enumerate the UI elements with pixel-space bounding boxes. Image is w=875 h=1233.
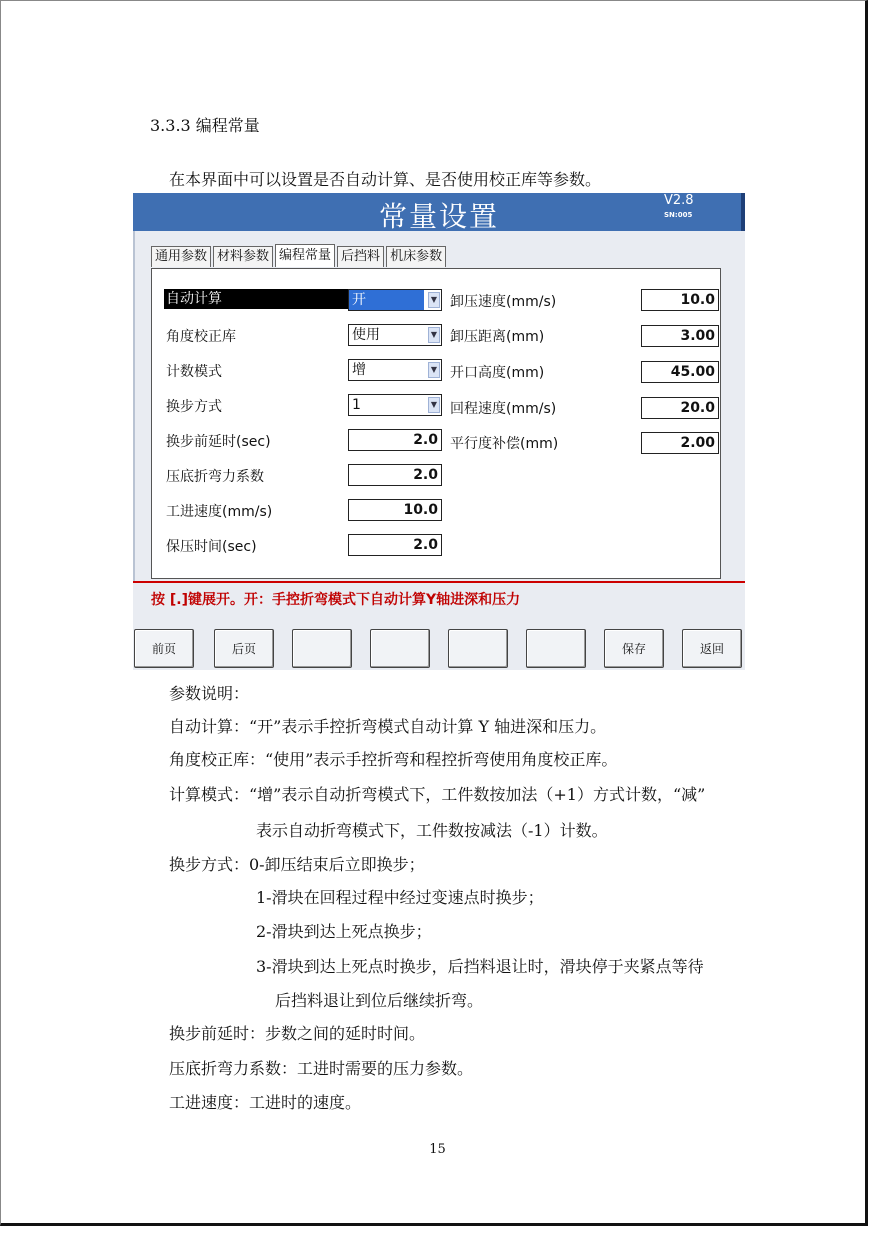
- return-speed-input[interactable]: 20.0: [641, 397, 719, 419]
- bottom-force-label: 压底折弯力系数: [166, 469, 264, 485]
- explanation-line: 压底折弯力系数：工进时需要的压力参数。: [169, 1059, 474, 1078]
- serial-label: SN:005: [664, 211, 693, 219]
- chevron-down-icon[interactable]: ▼: [428, 292, 440, 308]
- step-delay-label: 换步前延时(sec): [166, 434, 271, 450]
- count-mode-select[interactable]: [348, 359, 442, 381]
- title-bar: [133, 193, 745, 231]
- tab-backgauge[interactable]: 后挡料: [337, 246, 384, 267]
- auto-calc-label: 自动计算: [164, 289, 350, 309]
- tab-programming-constants[interactable]: 编程常量: [275, 244, 335, 267]
- tab-machine[interactable]: 机床参数: [386, 246, 446, 267]
- return-speed-label: 回程速度(mm/s): [450, 401, 557, 417]
- explanation-line: 换步前延时：步数之间的延时时间。: [169, 1024, 426, 1043]
- explanation-line: 2-滑块到达上死点换步；: [256, 922, 432, 941]
- opening-height-label: 开口高度(mm): [450, 365, 545, 381]
- explanation-line: 1-滑块在回程过程中经过变速点时换步；: [256, 888, 544, 907]
- hint-text: 按 [.]键展开。开：手控折弯模式下自动计算Y轴进深和压力: [151, 592, 521, 608]
- save-button[interactable]: 保存: [604, 629, 664, 668]
- explanation-line: 换步方式：0-卸压结束后立即换步；: [169, 855, 425, 874]
- softkey-6-button[interactable]: [526, 629, 586, 668]
- softkey-3-button[interactable]: [292, 629, 352, 668]
- step-delay-input[interactable]: 2.0: [348, 429, 442, 451]
- prev-page-button[interactable]: 前页: [134, 629, 194, 668]
- version-label: V2.8: [664, 193, 694, 208]
- softkey-5-button[interactable]: [448, 629, 508, 668]
- intro-paragraph: 在本界面中可以设置是否自动计算、是否使用校正库等参数。: [169, 170, 602, 189]
- hint-separator: [133, 581, 745, 583]
- angle-correction-label: 角度校正库: [166, 329, 236, 345]
- section-title: 3.3.3 编程常量: [150, 116, 260, 135]
- angle-correction-select[interactable]: [348, 324, 442, 346]
- settings-screenshot: [133, 193, 745, 670]
- chevron-down-icon[interactable]: ▼: [428, 397, 440, 413]
- step-mode-label: 换步方式: [166, 399, 222, 415]
- tab-bar: [151, 246, 448, 268]
- explanation-line: 角度校正库：“使用”表示手控折弯和程控折弯使用角度校正库。: [169, 750, 618, 769]
- tab-content: [151, 268, 721, 579]
- screen-title: 常量设置: [378, 200, 499, 233]
- back-button[interactable]: 返回: [682, 629, 742, 668]
- count-mode-value: 增: [352, 362, 366, 378]
- explanation-line: 自动计算：“开”表示手控折弯模式自动计算 Y 轴进深和压力。: [169, 717, 607, 736]
- work-speed-label: 工进速度(mm/s): [166, 504, 273, 520]
- explanation-line: 计算模式：“增”表示自动折弯模式下，工件数按加法（+1）方式计数，“减”: [169, 785, 706, 804]
- explanation-line: 表示自动折弯模式下，工件数按减法（-1）计数。: [256, 821, 608, 840]
- hold-time-input[interactable]: 2.0: [348, 534, 442, 556]
- angle-correction-value: 使用: [352, 327, 380, 343]
- panel-edge: [133, 231, 135, 581]
- step-mode-value: 1: [352, 397, 361, 413]
- auto-calc-value: 开: [349, 290, 424, 310]
- opening-height-input[interactable]: 45.00: [641, 361, 719, 383]
- step-mode-select[interactable]: [348, 394, 442, 416]
- release-speed-label: 卸压速度(mm/s): [450, 294, 557, 310]
- parallel-comp-input[interactable]: 2.00: [641, 432, 719, 454]
- chevron-down-icon[interactable]: ▼: [428, 362, 440, 378]
- tab-general[interactable]: 通用参数: [151, 246, 211, 267]
- work-speed-input[interactable]: 10.0: [348, 499, 442, 521]
- next-page-button[interactable]: 后页: [214, 629, 274, 668]
- explanation-heading: 参数说明：: [169, 684, 250, 703]
- release-speed-input[interactable]: 10.0: [641, 289, 719, 311]
- tab-material[interactable]: 材料参数: [213, 246, 273, 267]
- explanation-line: 3-滑块到达上死点时换步，后挡料退让时，滑块停于夹紧点等待: [256, 957, 704, 976]
- bottom-force-input[interactable]: 2.0: [348, 464, 442, 486]
- explanation-line: 后挡料退让到位后继续折弯。: [275, 991, 484, 1010]
- auto-calc-select[interactable]: [348, 289, 442, 311]
- softkey-4-button[interactable]: [370, 629, 430, 668]
- chevron-down-icon[interactable]: ▼: [428, 327, 440, 343]
- page-number: 15: [429, 1142, 446, 1157]
- parallel-comp-label: 平行度补偿(mm): [450, 436, 559, 452]
- hold-time-label: 保压时间(sec): [166, 539, 257, 555]
- explanation-line: 工进速度：工进时的速度。: [169, 1093, 362, 1112]
- release-distance-label: 卸压距离(mm): [450, 329, 545, 345]
- release-distance-input[interactable]: 3.00: [641, 325, 719, 347]
- count-mode-label: 计数模式: [166, 364, 222, 380]
